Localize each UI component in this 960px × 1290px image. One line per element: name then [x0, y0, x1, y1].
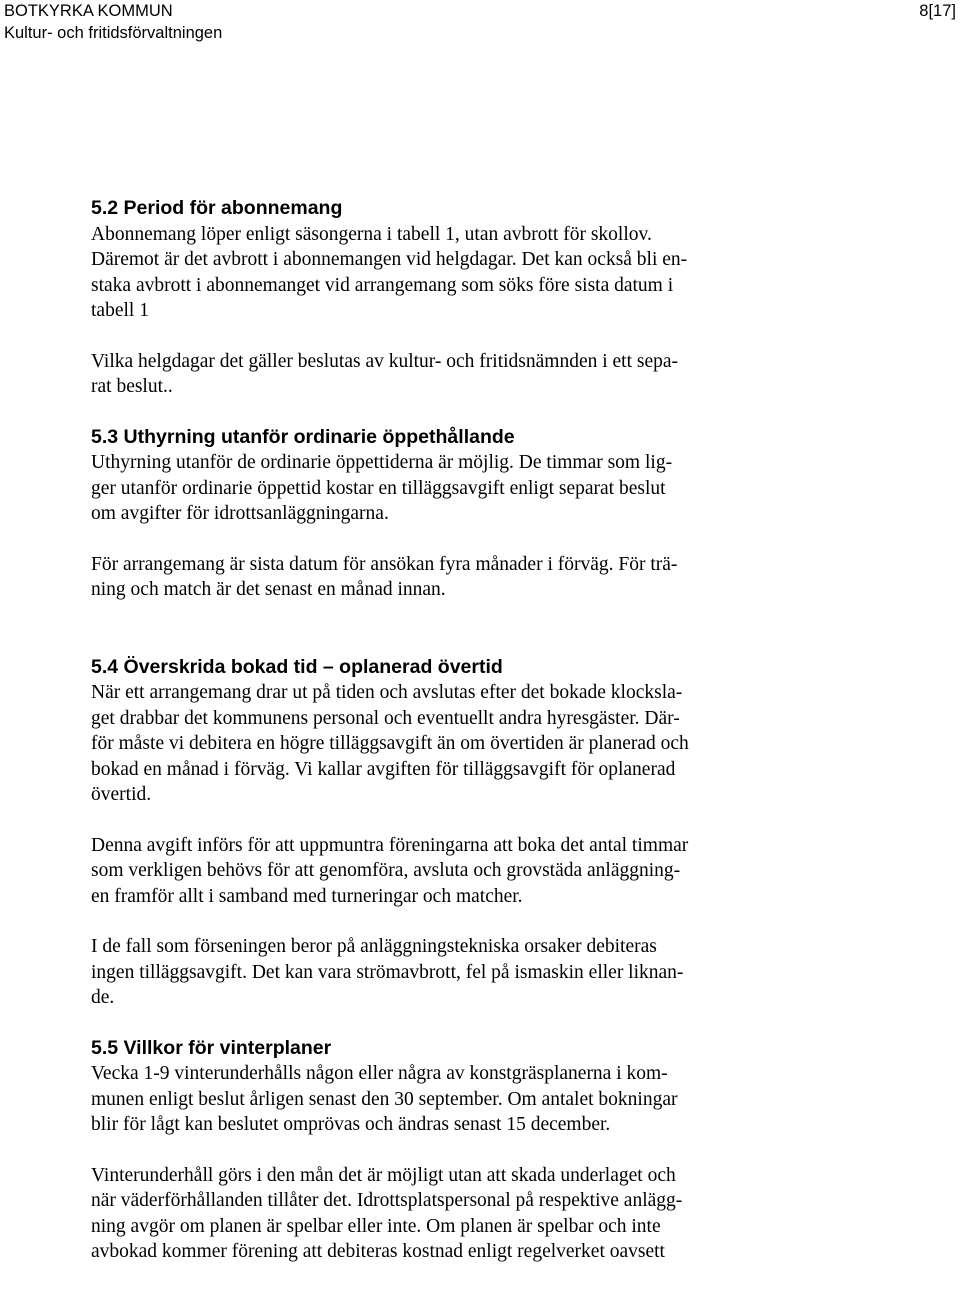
department-name: Kultur- och fritidsförvaltningen	[4, 24, 223, 42]
text-line: I de fall som förseningen beror på anläggningstekniska orsaker debiteras	[91, 936, 657, 957]
paragraph	[91, 1163, 811, 1265]
text-line: ger utanför ordinarie öppettid kostar en tilläggsavgift enligt separat beslut	[91, 477, 666, 499]
text-line: bokad en månad i förväg. Vi kallar avgiften för tilläggsavgift för oplanerad	[91, 758, 676, 780]
section-heading: 5.4 Överskrida bokad tid – oplanerad övertid	[91, 655, 503, 678]
section-5-3	[91, 425, 811, 603]
text-line: För arrangemang är sista datum för ansökan fyra månader i förväg. För trä-	[91, 553, 678, 575]
text-line: munen enligt beslut årligen senast den 30 september. Om antalet bokningar	[91, 1088, 678, 1110]
paragraph	[91, 680, 811, 808]
organization-name: BOTKYRKA KOMMUN	[4, 2, 173, 20]
text-line: en framför allt i samband med turneringar och matcher.	[91, 885, 523, 907]
page-number: 8[17]	[919, 2, 956, 20]
text-line: staka avbrott i abonnemanget vid arrangemang som söks före sista datum i	[91, 274, 674, 296]
text-line: ingen tilläggsavgift. Det kan vara strömavbrott, fel på ismaskin eller liknan-	[91, 961, 684, 983]
paragraph	[91, 552, 811, 603]
document-body	[91, 196, 811, 1265]
text-line: ning avgör om planen är spelbar eller inte. Om planen är spelbar och inte	[91, 1215, 661, 1237]
paragraph	[91, 833, 811, 910]
text-line: för måste vi debitera en högre tilläggsavgift än om övertiden är planerad och	[91, 733, 689, 754]
text-line: tabell 1	[91, 300, 149, 321]
section-5-5	[91, 1036, 811, 1265]
text-line: När ett arrangemang drar ut på tiden och avslutas efter det bokade klocksla-	[91, 682, 683, 703]
section-5-2	[91, 196, 811, 400]
text-line: Abonnemang löper enligt säsongerna i tabell 1, utan avbrott för skollov.	[91, 223, 652, 245]
text-line: om avgifter för idrottsanläggningarna.	[91, 503, 389, 524]
text-line: Uthyrning utanför de ordinarie öppettiderna är möjlig. De timmar som lig-	[91, 452, 673, 473]
text-line: Vilka helgdagar det gäller beslutas av kultur- och fritidsnämnden i ett sepa-	[91, 350, 679, 372]
paragraph	[91, 934, 811, 1011]
text-line: när väderförhållanden tillåter det. Idrottsplatspersonal på respektive anlägg-	[91, 1190, 683, 1211]
text-line: de.	[91, 987, 115, 1008]
text-line: blir för lågt kan beslutet omprövas och ändras senast 15 december.	[91, 1114, 611, 1135]
paragraph	[91, 349, 811, 400]
section-heading: 5.3 Uthyrning utanför ordinarie öppethållande	[91, 425, 515, 448]
section-heading: 5.5 Villkor för vinterplaner	[91, 1036, 332, 1059]
text-line: Vinterunderhåll görs i den mån det är möjligt utan att skada underlaget och	[91, 1164, 676, 1186]
paragraph	[91, 1061, 811, 1138]
text-line: Däremot är det avbrott i abonnemangen vid helgdagar. Det kan också bli en-	[91, 249, 688, 270]
text-line: rat beslut..	[91, 376, 173, 397]
text-line: Vecka 1-9 vinterunderhålls någon eller några av konstgräsplanerna i kom-	[91, 1063, 668, 1084]
text-line: som verkligen behövs för att genomföra, avsluta och grovstäda anläggning-	[91, 860, 681, 881]
section-heading: 5.2 Period för abonnemang	[91, 197, 343, 219]
text-line: get drabbar det kommunens personal och eventuellt andra hyresgäster. Där-	[91, 707, 680, 729]
text-line: ning och match är det senast en månad innan.	[91, 579, 446, 600]
text-line: Denna avgift införs för att uppmuntra föreningarna att boka det antal timmar	[91, 834, 689, 856]
text-line: avbokad kommer förening att debiteras kostnad enligt regelverket oavsett	[91, 1241, 665, 1262]
paragraph	[91, 450, 811, 527]
text-line: övertid.	[91, 784, 152, 805]
section-5-4	[91, 655, 811, 1011]
paragraph	[91, 222, 811, 324]
